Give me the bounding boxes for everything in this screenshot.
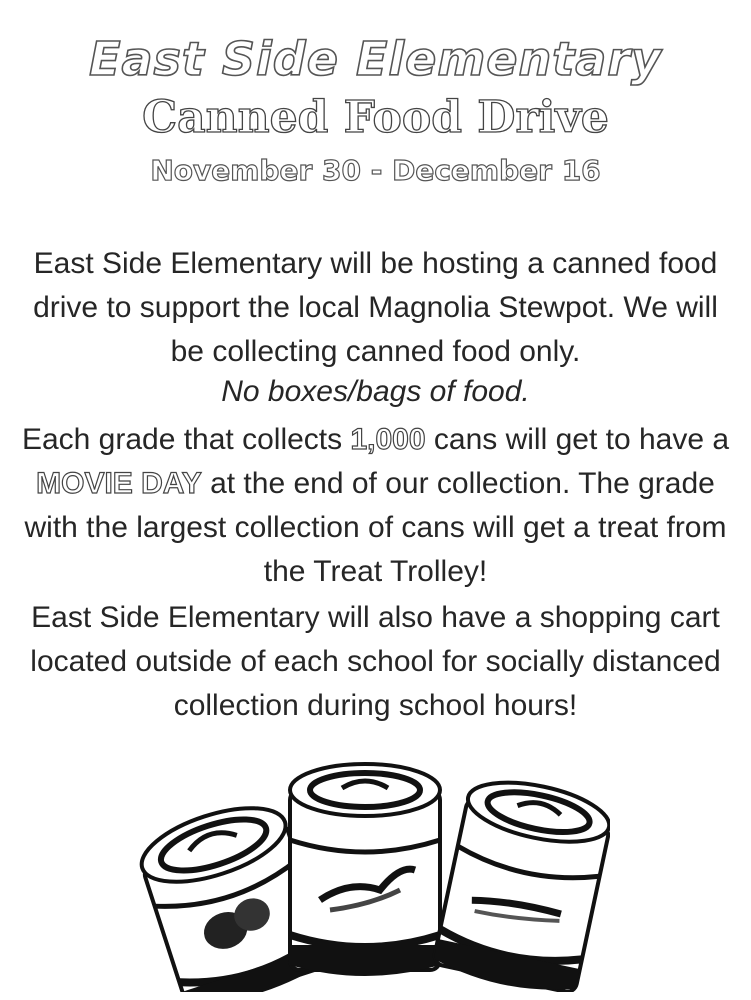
cart-paragraph: East Side Elementary will also have a shopping cart located outside of each school for socially distanced collection during school hours! bbox=[30, 601, 721, 722]
event-dates: November 30 - December 16 bbox=[150, 154, 601, 187]
can-middle bbox=[290, 764, 440, 976]
intro-paragraph: East Side Elementary will be hosting a canned food drive to support the local Magnolia Stewpot. We will be collecting canned food only. bbox=[33, 247, 718, 368]
page-subtitle: Canned Food Drive bbox=[142, 92, 609, 143]
can-goal-count: 1,000 bbox=[350, 423, 426, 456]
intro-note: No boxes/bags of food. bbox=[221, 375, 530, 408]
can-right bbox=[432, 772, 610, 992]
goal-text-part2: cans will get to have a bbox=[425, 423, 730, 456]
goal-text-part3: at the end of our collection. The grade with the largest collection of cans will get a treat from the Treat Trolley! bbox=[24, 467, 727, 588]
goal-text-part1: Each grade that collects bbox=[21, 423, 351, 456]
movie-day-highlight: MOVIE DAY bbox=[36, 467, 202, 500]
goal-paragraph bbox=[20, 418, 731, 594]
canned-food-icon bbox=[130, 760, 610, 992]
page-title: East Side Elementary bbox=[89, 32, 662, 86]
